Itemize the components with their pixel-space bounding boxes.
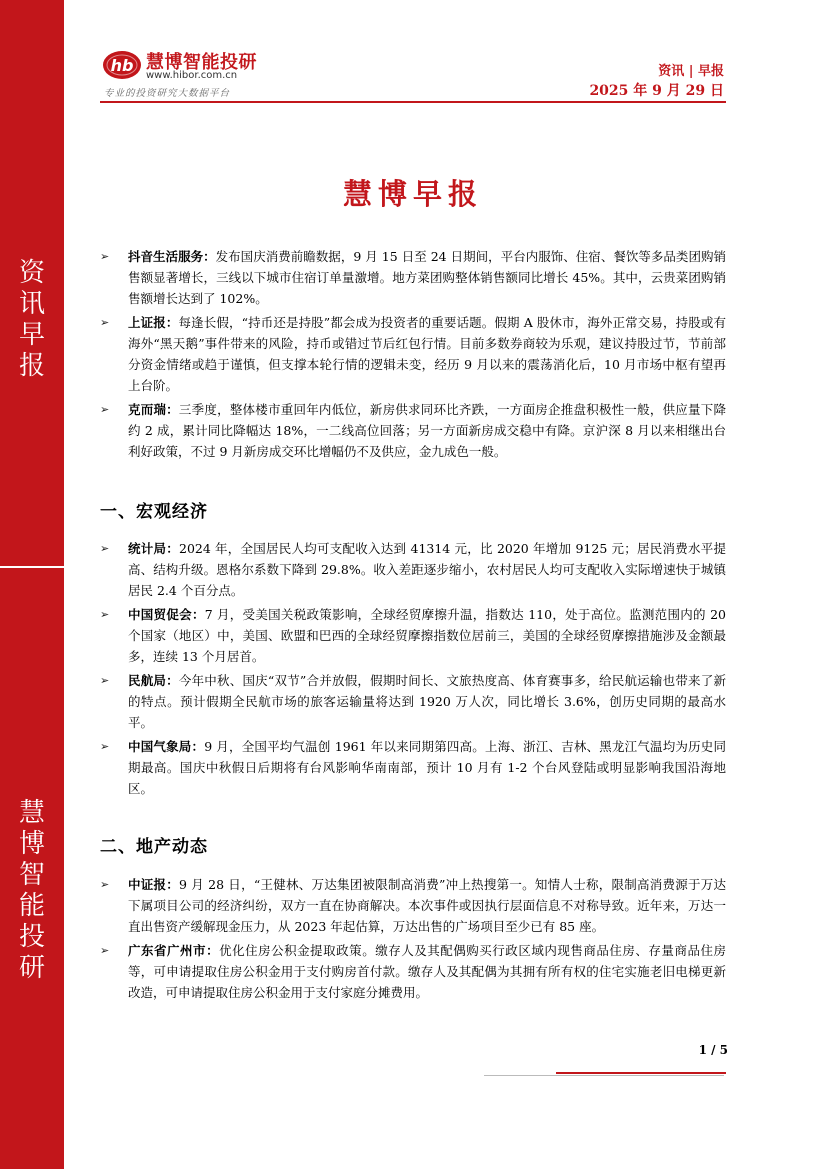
arrow-bullet-icon: ➢ xyxy=(100,944,110,957)
item-source: 中国气象局： xyxy=(128,739,205,754)
item-text: 今年中秋、国庆“双节”合并放假，假期时间长、文旅热度高、体育赛事多，给民航运输也带来了新的特点。预计假期全民航市场的旅客运输量将达到 1920 万人次，同比增长 3.6%，创历史同期的最高水平。 xyxy=(128,673,726,730)
sidebar-char: 资 xyxy=(18,258,45,288)
list-item xyxy=(100,670,726,733)
intro-list xyxy=(100,246,726,462)
sidebar-label-top xyxy=(0,258,64,382)
item-source: 统计局： xyxy=(128,541,179,556)
arrow-bullet-icon: ➢ xyxy=(100,403,110,416)
hibor-logo-icon xyxy=(102,50,142,80)
sidebar-char: 慧 xyxy=(18,798,45,828)
item-text: 发布国庆消费前瞻数据，9 月 15 日至 24 日期间，平台内服饰、住宿、餐饮等多品类团购销售额显著增长，三线以下城市住宿订单量激增。地方菜团购整体销售额同比增长 45%。其中，云贵菜团购销售额增长达到了 102%。 xyxy=(128,249,726,306)
arrow-bullet-icon: ➢ xyxy=(100,740,110,753)
sidebar-char: 报 xyxy=(18,351,45,381)
item-source: 抖音生活服务： xyxy=(128,249,216,264)
report-category: 资讯 | 早报 xyxy=(658,64,724,79)
sidebar-char: 讯 xyxy=(18,289,45,319)
list-item xyxy=(100,312,726,396)
arrow-bullet-icon: ➢ xyxy=(100,250,110,263)
arrow-bullet-icon: ➢ xyxy=(100,542,110,555)
item-text: 2024 年，全国居民人均可支配收入达到 41314 元，比 2020 年增加 9125 元；居民消费水平提高、结构升级。恩格尔系数下降到 29.8%。收入差距逐步缩小，农村居民人均可支配收入实际增速快于城镇居民 2.4 个百分点。 xyxy=(128,541,726,598)
sidebar-label-bottom xyxy=(0,798,64,984)
item-text: 7 月，受美国关税政策影响，全球经贸摩擦升温，指数达 110，处于高位。监测范围内的 20 个国家（地区）中，美国、欧盟和巴西的全球经贸摩擦指数位居前三，美国的全球经贸摩擦措施涉及金额最多，连续 13 个月居首。 xyxy=(128,607,726,664)
sidebar-char: 投 xyxy=(18,922,45,952)
report-date: 2025 年 9 月 29 日 xyxy=(589,83,724,99)
header-divider xyxy=(100,101,726,103)
item-text: 9 月 28 日，“王健林、万达集团被限制高消费”冲上热搜第一。知情人士称，限制高消费源于万达下属项目公司的经济纠纷，双方一直在协商解决。本次事件或因执行层面信息不对称导致。近年来，万达一直出售资产缓解现金压力，从 2023 年起估算，万达出售的广场项目至少已有 85 座。 xyxy=(128,877,726,934)
item-text: 每逢长假，“持币还是持股”都会成为投资者的重要话题。假期 A 股休市，海外正常交易，持股或有海外“黑天鹅”事件带来的风险，持币或错过节后红包行情。目前多数券商较为乐观，建议持股过节，节前部分资金情绪或趋于谨慎，但支撑本轮行情的逻辑未变，经历 9 月以来的震荡消化后，10 月市场中枢有望再上台阶。 xyxy=(128,315,726,393)
macro-list xyxy=(100,538,726,799)
arrow-bullet-icon: ➢ xyxy=(100,316,110,329)
footer-rule-accent xyxy=(556,1072,726,1074)
arrow-bullet-icon: ➢ xyxy=(100,878,110,891)
list-item xyxy=(100,246,726,309)
sidebar-divider xyxy=(0,566,64,568)
page-number: 1 / 5 xyxy=(698,1043,728,1057)
list-item xyxy=(100,940,726,1003)
brand-url: www.hibor.com.cn xyxy=(146,70,238,81)
list-item xyxy=(100,399,726,462)
item-text: 优化住房公积金提取政策。缴存人及其配偶购买行政区域内现售商品住房、存量商品住房等，可申请提取住房公积金用于支付购房首付款。缴存人及其配偶为其拥有所有权的住宅实施老旧电梯更新改造，可申请提取住房公积金用于支付家庭分摊费用。 xyxy=(128,943,726,1000)
sidebar-char: 早 xyxy=(18,320,45,350)
section-heading-realestate: 二、地产动态 xyxy=(100,837,208,857)
arrow-bullet-icon: ➢ xyxy=(100,608,110,621)
page-title: 慧博早报 xyxy=(342,177,483,211)
item-source: 上证报： xyxy=(128,315,179,330)
sidebar-char: 智 xyxy=(18,860,45,890)
item-text: 9 月，全国平均气温创 1961 年以来同期第四高。上海、浙江、吉林、黑龙江气温均为历史同期最高。国庆中秋假日后期将有台风影响华南南部，预计 10 月有 1-2 个台风登陆或明显影响我国沿海地区。 xyxy=(128,739,726,796)
item-source: 中证报： xyxy=(128,877,180,892)
item-source: 克而瑞： xyxy=(128,402,179,417)
sidebar-char: 能 xyxy=(18,891,45,921)
item-source: 中国贸促会： xyxy=(128,607,205,622)
list-item xyxy=(100,874,726,937)
realestate-list xyxy=(100,874,726,1003)
item-text: 三季度，整体楼市重回年内低位，新房供求同环比齐跌，一方面房企推盘积极性一般，供应量下降约 2 成，累计同比降幅达 18%，一二线高位回落；另一方面新房成交稳中有降。京沪深 8 月以来相继出台利好政策，不过 9 月新房成交环比增幅仍不及供应，金九成色一般。 xyxy=(128,402,726,459)
sidebar-char: 研 xyxy=(18,953,45,983)
brand-slogan: 专业的投资研究大数据平台 xyxy=(104,88,231,99)
footer-rule xyxy=(484,1075,724,1076)
item-source: 民航局： xyxy=(128,673,179,688)
arrow-bullet-icon: ➢ xyxy=(100,674,110,687)
item-source: 广东省广州市： xyxy=(128,943,220,958)
list-item xyxy=(100,538,726,601)
list-item xyxy=(100,736,726,799)
brand-name: 慧博智能投研 xyxy=(146,52,257,73)
logo-letters: hb xyxy=(110,56,134,75)
section-heading-macro: 一、宏观经济 xyxy=(100,502,208,522)
sidebar xyxy=(0,0,64,1169)
list-item xyxy=(100,604,726,667)
sidebar-char: 博 xyxy=(18,829,45,859)
